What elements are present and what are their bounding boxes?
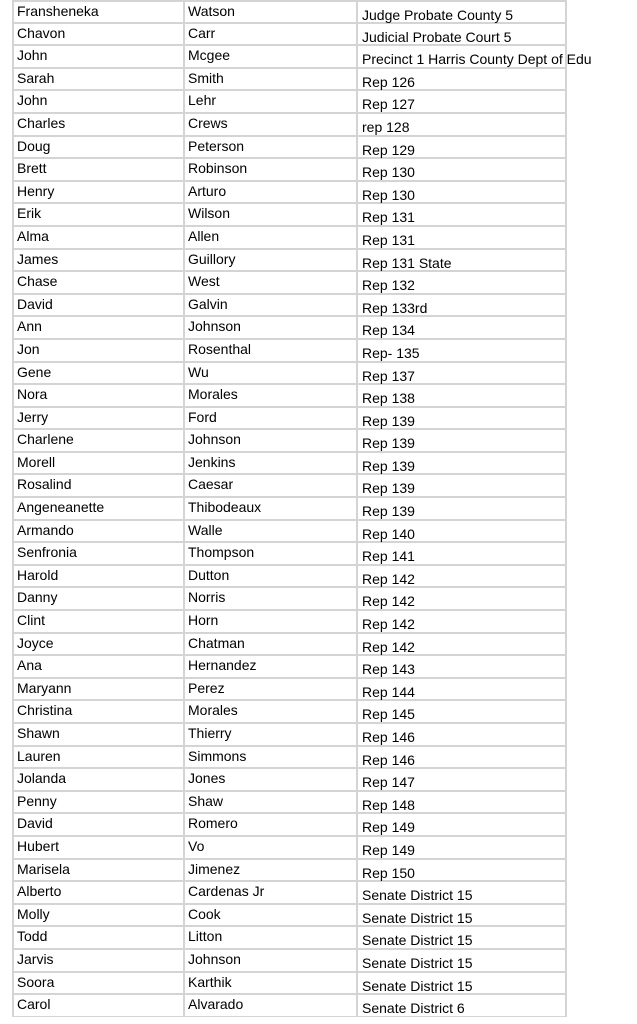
office-cell[interactable]: Rep 144 — [358, 678, 567, 701]
office-cell[interactable]: Rep 131 State — [358, 249, 567, 272]
table-row — [0, 68, 637, 91]
first-name-cell[interactable]: Morell — [12, 452, 185, 475]
first-name-cell[interactable]: Sarah — [12, 68, 185, 91]
office-cell[interactable]: rep 128 — [358, 113, 567, 136]
first-name-cell[interactable]: James — [12, 249, 185, 272]
first-name-cell[interactable]: Marisela — [12, 859, 185, 882]
last-name-cell[interactable]: Caesar — [185, 474, 358, 497]
office-cell[interactable]: Rep 145 — [358, 700, 567, 723]
table-row — [0, 633, 637, 656]
table-row — [0, 384, 637, 407]
first-name-cell[interactable]: Rosalind — [12, 474, 185, 497]
office-cell[interactable]: Rep 130 — [358, 181, 567, 204]
first-name-cell[interactable]: Penny — [12, 791, 185, 814]
office-cell[interactable]: Rep 131 — [358, 203, 567, 226]
last-name-cell[interactable]: Walle — [185, 520, 358, 543]
first-name-cell[interactable]: Charlene — [12, 429, 185, 452]
first-name-cell[interactable]: Molly — [12, 904, 185, 927]
table-row — [0, 362, 637, 385]
first-name-cell[interactable]: Danny — [12, 587, 185, 610]
first-name-cell[interactable]: Erik — [12, 203, 185, 226]
last-name-cell[interactable]: Carr — [185, 23, 358, 46]
first-name-cell[interactable]: Jolanda — [12, 768, 185, 791]
table-row — [0, 158, 637, 181]
last-name-cell[interactable]: Lehr — [185, 90, 358, 113]
first-name-cell[interactable]: Chase — [12, 271, 185, 294]
office-cell[interactable]: Rep 131 — [358, 226, 567, 249]
office-cell[interactable]: Rep 138 — [358, 384, 567, 407]
table-row — [0, 678, 637, 701]
first-name-cell[interactable]: Fransheneka — [12, 0, 185, 23]
table-row — [0, 949, 637, 972]
office-cell[interactable]: Rep 133rd — [358, 294, 567, 317]
last-name-cell[interactable]: Romero — [185, 813, 358, 836]
office-cell[interactable]: Senate District 15 — [358, 926, 567, 949]
last-name-cell[interactable]: Johnson — [185, 949, 358, 972]
last-name-cell[interactable]: Dutton — [185, 565, 358, 588]
first-name-cell[interactable]: Henry — [12, 181, 185, 204]
office-cell[interactable]: Rep 142 — [358, 565, 567, 588]
office-cell[interactable]: Rep 139 — [358, 474, 567, 497]
office-cell[interactable]: Rep 129 — [358, 136, 567, 159]
table-row — [0, 407, 637, 430]
office-cell[interactable]: Senate District 15 — [358, 904, 567, 927]
last-name-cell[interactable]: Cardenas Jr — [185, 881, 358, 904]
first-name-cell[interactable]: Christina — [12, 700, 185, 723]
first-name-cell[interactable]: Ana — [12, 655, 185, 678]
office-cell[interactable]: Rep 147 — [358, 768, 567, 791]
first-name-cell[interactable]: Ann — [12, 316, 185, 339]
last-name-cell[interactable]: Vo — [185, 836, 358, 859]
first-name-cell[interactable]: Gene — [12, 362, 185, 385]
table-row — [0, 23, 637, 46]
first-name-cell[interactable]: Todd — [12, 926, 185, 949]
last-name-cell[interactable]: Shaw — [185, 791, 358, 814]
office-cell[interactable]: Senate District 15 — [358, 949, 567, 972]
last-name-cell[interactable]: Perez — [185, 678, 358, 701]
office-cell[interactable]: Rep 146 — [358, 723, 567, 746]
first-name-cell[interactable]: Maryann — [12, 678, 185, 701]
first-name-cell[interactable]: John — [12, 45, 185, 68]
first-name-cell[interactable]: David — [12, 294, 185, 317]
last-name-cell[interactable]: Arturo — [185, 181, 358, 204]
table-row — [0, 90, 637, 113]
table-row — [0, 610, 637, 633]
last-name-cell[interactable]: Jones — [185, 768, 358, 791]
first-name-cell[interactable]: Clint — [12, 610, 185, 633]
first-name-cell[interactable]: Jarvis — [12, 949, 185, 972]
first-name-cell[interactable]: Shawn — [12, 723, 185, 746]
last-name-cell[interactable]: Watson — [185, 0, 358, 23]
first-name-cell[interactable]: Armando — [12, 520, 185, 543]
table-row — [0, 497, 637, 520]
table-row — [0, 994, 637, 1017]
table-row — [0, 113, 637, 136]
first-name-cell[interactable]: Joyce — [12, 633, 185, 656]
last-name-cell[interactable]: Rosenthal — [185, 339, 358, 362]
office-cell[interactable]: Rep 139 — [358, 407, 567, 430]
office-cell[interactable]: Rep 143 — [358, 655, 567, 678]
first-name-cell[interactable]: Jon — [12, 339, 185, 362]
table-row — [0, 271, 637, 294]
table-row — [0, 474, 637, 497]
last-name-cell[interactable]: Wilson — [185, 203, 358, 226]
table-row — [0, 791, 637, 814]
last-name-cell[interactable]: Allen — [185, 226, 358, 249]
table-row — [0, 587, 637, 610]
first-name-cell[interactable]: Angeneanette — [12, 497, 185, 520]
first-name-cell[interactable]: Brett — [12, 158, 185, 181]
last-name-cell[interactable]: West — [185, 271, 358, 294]
last-name-cell[interactable]: Chatman — [185, 633, 358, 656]
office-cell[interactable]: Rep 149 — [358, 813, 567, 836]
table-row — [0, 542, 637, 565]
table-row — [0, 836, 637, 859]
table-row — [0, 881, 637, 904]
office-cell[interactable]: Rep 130 — [358, 158, 567, 181]
table-row — [0, 926, 637, 949]
first-name-cell[interactable]: Carol — [12, 994, 185, 1017]
table-row — [0, 136, 637, 159]
last-name-cell[interactable]: Karthik — [185, 972, 358, 995]
office-cell[interactable]: Rep- 135 — [358, 339, 567, 362]
first-name-cell[interactable]: John — [12, 90, 185, 113]
table-row — [0, 226, 637, 249]
last-name-cell[interactable]: Galvin — [185, 294, 358, 317]
office-cell[interactable]: Rep 142 — [358, 587, 567, 610]
last-name-cell[interactable]: Johnson — [185, 316, 358, 339]
first-name-cell[interactable]: Senfronia — [12, 542, 185, 565]
office-cell[interactable]: Precinct 1 Harris County Dept of Edu — [358, 45, 567, 68]
last-name-cell[interactable]: Litton — [185, 926, 358, 949]
first-name-cell[interactable]: Nora — [12, 384, 185, 407]
table-row — [0, 181, 637, 204]
first-name-cell[interactable]: Jerry — [12, 407, 185, 430]
last-name-cell[interactable]: Horn — [185, 610, 358, 633]
table-row — [0, 339, 637, 362]
last-name-cell[interactable]: Alvarado — [185, 994, 358, 1017]
office-cell[interactable]: Rep 139 — [358, 497, 567, 520]
table-row — [0, 45, 637, 68]
last-name-cell[interactable]: Simmons — [185, 746, 358, 769]
table-row — [0, 768, 637, 791]
last-name-cell[interactable]: Ford — [185, 407, 358, 430]
last-name-cell[interactable]: Johnson — [185, 429, 358, 452]
table-row — [0, 700, 637, 723]
first-name-cell[interactable]: David — [12, 813, 185, 836]
office-cell[interactable]: Rep 139 — [358, 452, 567, 475]
first-name-cell[interactable]: Alberto — [12, 881, 185, 904]
office-cell[interactable]: Rep 126 — [358, 68, 567, 91]
office-cell[interactable]: Rep 150 — [358, 859, 567, 882]
office-cell[interactable]: Rep 139 — [358, 429, 567, 452]
table-row — [0, 520, 637, 543]
table-row — [0, 655, 637, 678]
office-cell[interactable]: Judicial Probate Court 5 — [358, 23, 567, 46]
table-row — [0, 429, 637, 452]
last-name-cell[interactable]: Smith — [185, 68, 358, 91]
last-name-cell[interactable]: Peterson — [185, 136, 358, 159]
last-name-cell[interactable]: Crews — [185, 113, 358, 136]
table-row — [0, 294, 637, 317]
table-row — [0, 904, 637, 927]
last-name-cell[interactable]: Thompson — [185, 542, 358, 565]
table-row — [0, 452, 637, 475]
last-name-cell[interactable]: Norris — [185, 587, 358, 610]
last-name-cell[interactable]: Guillory — [185, 249, 358, 272]
office-cell[interactable]: Rep 142 — [358, 633, 567, 656]
office-cell[interactable]: Judge Probate County 5 — [358, 0, 567, 23]
table-row — [0, 859, 637, 882]
last-name-cell[interactable]: Hernandez — [185, 655, 358, 678]
last-name-cell[interactable]: Jimenez — [185, 859, 358, 882]
office-cell[interactable]: Rep 141 — [358, 542, 567, 565]
last-name-cell[interactable]: Mcgee — [185, 45, 358, 68]
table-row — [0, 203, 637, 226]
first-name-cell[interactable]: Lauren — [12, 746, 185, 769]
last-name-cell[interactable]: Cook — [185, 904, 358, 927]
table-row — [0, 972, 637, 995]
office-cell[interactable]: Rep 149 — [358, 836, 567, 859]
table-row — [0, 746, 637, 769]
first-name-cell[interactable]: Soora — [12, 972, 185, 995]
table-row — [0, 723, 637, 746]
table-row — [0, 813, 637, 836]
office-cell[interactable]: Rep 134 — [358, 316, 567, 339]
office-cell[interactable]: Rep 148 — [358, 791, 567, 814]
first-name-cell[interactable]: Charles — [12, 113, 185, 136]
last-name-cell[interactable]: Morales — [185, 384, 358, 407]
office-cell[interactable]: Senate District 15 — [358, 972, 567, 995]
table-row — [0, 316, 637, 339]
office-cell[interactable]: Rep 142 — [358, 610, 567, 633]
first-name-cell[interactable]: Alma — [12, 226, 185, 249]
last-name-cell[interactable]: Robinson — [185, 158, 358, 181]
last-name-cell[interactable]: Thibodeaux — [185, 497, 358, 520]
table-row — [0, 565, 637, 588]
first-name-cell[interactable]: Chavon — [12, 23, 185, 46]
office-cell[interactable]: Senate District 6 — [358, 994, 567, 1017]
last-name-cell[interactable]: Jenkins — [185, 452, 358, 475]
table-row — [0, 0, 637, 23]
office-cell[interactable]: Rep 140 — [358, 520, 567, 543]
last-name-cell[interactable]: Thierry — [185, 723, 358, 746]
first-name-cell[interactable]: Doug — [12, 136, 185, 159]
last-name-cell[interactable]: Morales — [185, 700, 358, 723]
office-cell[interactable]: Rep 127 — [358, 90, 567, 113]
office-cell[interactable]: Senate District 15 — [358, 881, 567, 904]
last-name-cell[interactable]: Wu — [185, 362, 358, 385]
office-cell[interactable]: Rep 137 — [358, 362, 567, 385]
office-cell[interactable]: Rep 146 — [358, 746, 567, 769]
first-name-cell[interactable]: Hubert — [12, 836, 185, 859]
office-cell[interactable]: Rep 132 — [358, 271, 567, 294]
table-row — [0, 249, 637, 272]
first-name-cell[interactable]: Harold — [12, 565, 185, 588]
